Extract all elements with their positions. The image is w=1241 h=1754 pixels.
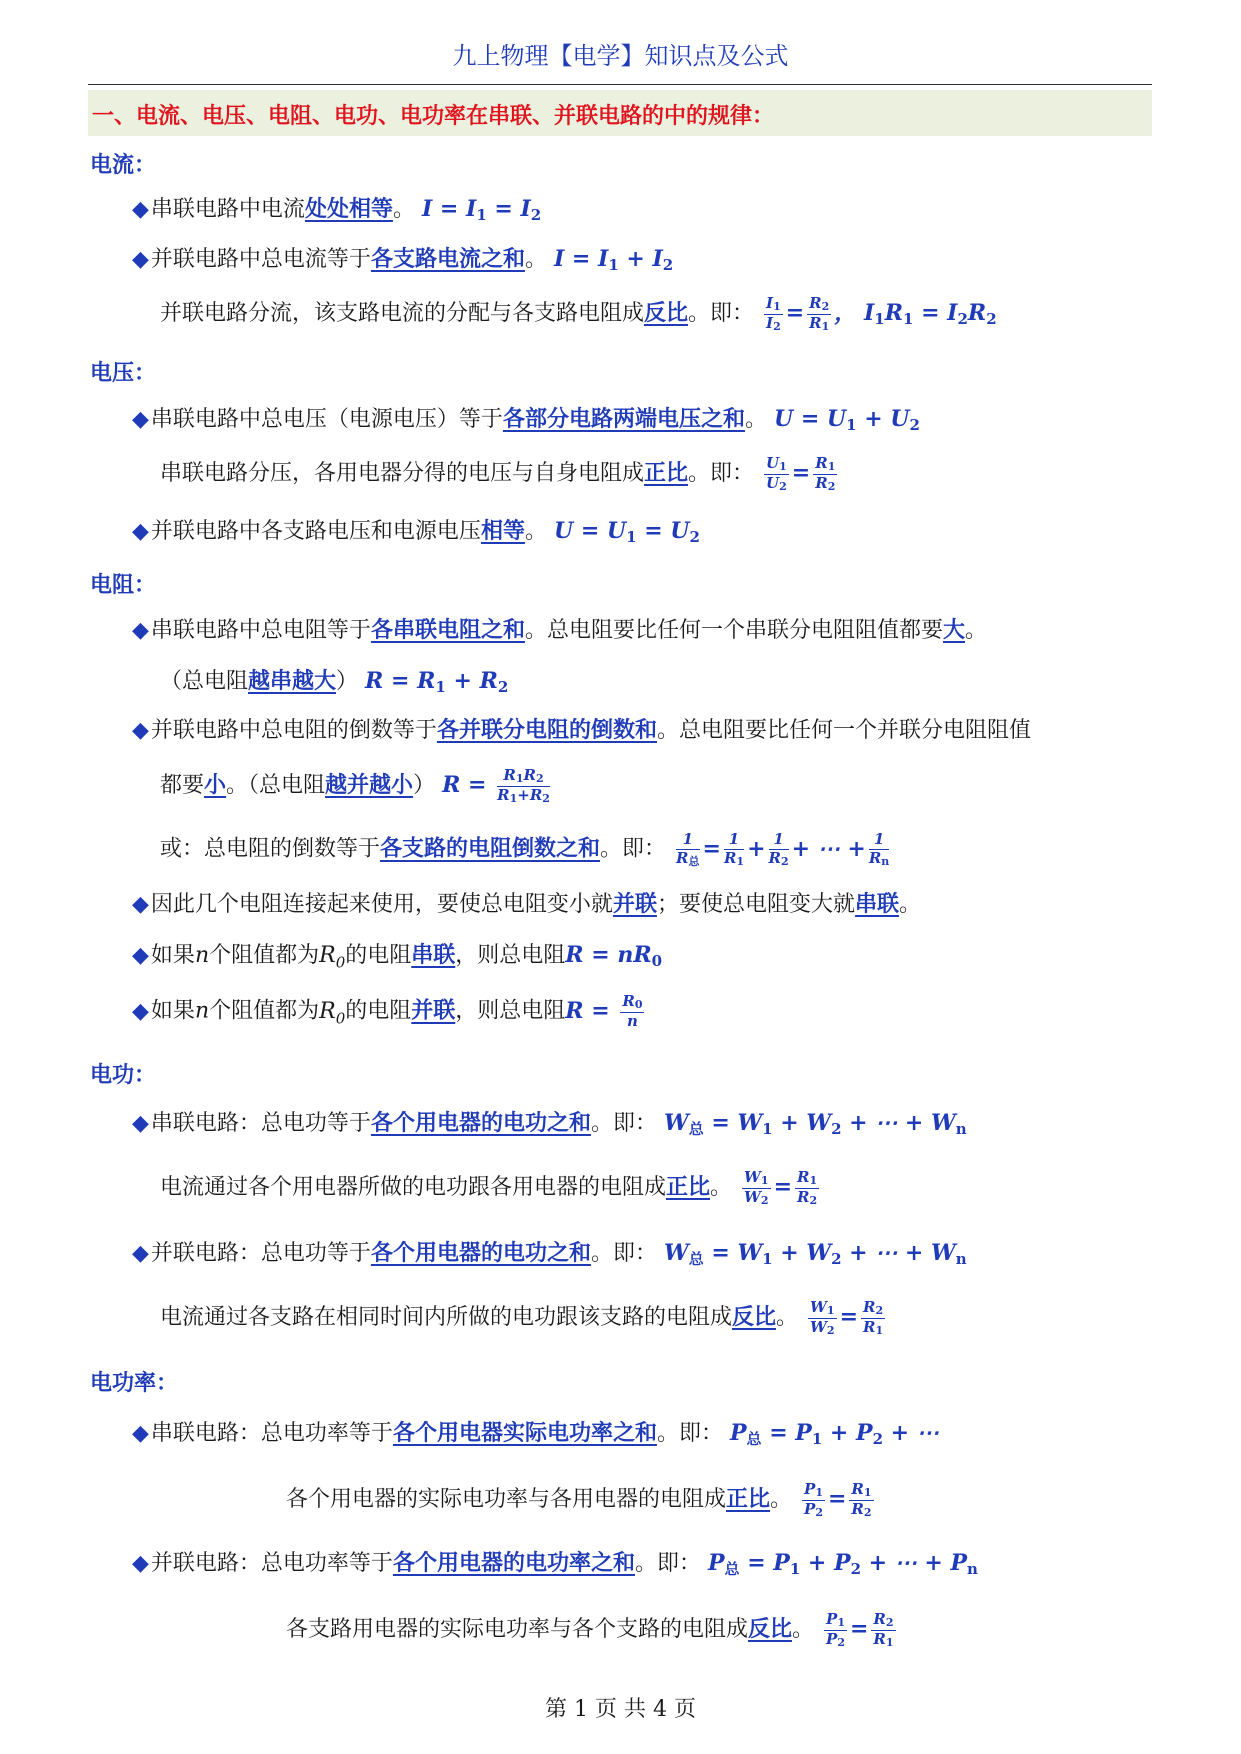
formula: R = $\frac{R_0}{n}$ bbox=[565, 992, 643, 1030]
section-banner bbox=[88, 90, 1152, 136]
formula: $\frac{W_1}{W_2}$ = $\frac{R_2}{R_1}$ bbox=[810, 1298, 884, 1337]
power-line-2: 各个用电器的实际电功率与各用电器的电阻成正比。 $\frac{P_1}{P_2}$ = $\frac{R_1}{R_2}$ bbox=[286, 1482, 877, 1518]
diamond-bullet-icon: ◆ bbox=[132, 998, 149, 1024]
heading-current: 电流： bbox=[90, 153, 157, 178]
diamond-bullet-icon: ◆ bbox=[132, 1421, 149, 1446]
diamond-bullet-icon: ◆ bbox=[132, 618, 149, 643]
resistance-line-2: （总电阻越串越大） $R = R_1 + R_2$ bbox=[160, 668, 509, 696]
diamond-bullet-icon: ◆ bbox=[132, 519, 149, 544]
formula: R = $\frac{R_1R_2}{R_1+R_2}$ bbox=[442, 766, 550, 805]
header-divider bbox=[88, 84, 1152, 85]
page-footer: 第 1 页 共 4 页 bbox=[545, 1697, 696, 1722]
formula: $\frac{P_1}{P_2}$ = $\frac{R_1}{R_2}$ bbox=[804, 1480, 872, 1519]
power-line-1: ◆串联电路：总电功率等于各个用电器实际电功率之和。即： $P_总 = P_1 + P_2$ + ⋯ bbox=[132, 1420, 939, 1448]
formula: $R = R_1 + R_2$ bbox=[365, 668, 509, 696]
work-line-1: ◆串联电路：总电功等于各个用电器的电功之和。即： $W_总 = W_1 + W_2$ + ⋯ + $W_n$ bbox=[132, 1110, 967, 1138]
section-title: 一、电流、电压、电阻、电功、电功率在串联、并联电路的中的规律： bbox=[92, 104, 775, 129]
formula: $\frac{1}{R_总}$ = $\frac{1}{R_1}$ + $\frac{1}{R_2}$ + ⋯ + $\frac{1}{R_n}$ bbox=[676, 830, 890, 868]
heading-power: 电功率： bbox=[90, 1371, 179, 1396]
resistance-line-1: ◆串联电路中总电阻等于各串联电阻之和。总电阻要比任何一个串联分电阻阻值都要大。 bbox=[132, 618, 987, 643]
current-line-1: ◆串联电路中电流处处相等。 $I = I_1 = I_2$ bbox=[132, 196, 542, 224]
power-line-4: 各支路用电器的实际电功率与各个支路的电阻成反比。 $\frac{P_1}{P_2}$ = $\frac{R_2}{R_1}$ bbox=[286, 1612, 899, 1648]
power-line-3: ◆并联电路：总电功率等于各个用电器的电功率之和。即： $P_总 = P_1 + P_2$ + ⋯ + $P_n$ bbox=[132, 1550, 978, 1578]
voltage-line-3: ◆并联电路中各支路电压和电源电压相等。 $U = U_1 = U_2$ bbox=[132, 518, 700, 546]
diamond-bullet-icon: ◆ bbox=[132, 247, 149, 272]
diamond-bullet-icon: ◆ bbox=[132, 407, 149, 432]
voltage-line-1: ◆串联电路中总电压（电源电压）等于各部分电路两端电压之和。 $U = U_1 + U_2$ bbox=[132, 406, 920, 434]
formula: $\frac{U_1}{U_2}$ = $\frac{R_1}{R_2}$ bbox=[766, 454, 836, 493]
diamond-bullet-icon: ◆ bbox=[132, 1551, 149, 1576]
diamond-bullet-icon: ◆ bbox=[132, 1111, 149, 1136]
page-title: 九上物理【电学】知识点及公式 bbox=[452, 42, 789, 70]
heading-voltage: 电压： bbox=[90, 361, 157, 386]
formula: $\frac{I_1}{I_2}$ = $\frac{R_2}{R_1}$ ， $I_1R_1 = I_2R_2$ bbox=[766, 294, 997, 333]
formula: $P_总 = P_1 + P_2$ + ⋯ bbox=[729, 1420, 939, 1448]
formula: $R = nR_0$ bbox=[565, 942, 663, 970]
resistance-line-6: ◆因此几个电阻连接起来使用，要使总电阻变小就并联；要使总电阻变大就串联。 bbox=[132, 892, 921, 917]
current-line-2: ◆并联电路中总电流等于各支路电流之和。 $I = I_1 + I_2$ bbox=[132, 246, 674, 274]
work-line-4: 电流通过各支路在相同时间内所做的电功跟该支路的电阻成反比。 $\frac{W_1}{W_2}$ = $\frac{R_2}{R_1}$ bbox=[160, 1300, 888, 1336]
formula: $I = I_1 + I_2$ bbox=[553, 246, 674, 274]
formula: $I = I_1 = I_2$ bbox=[421, 196, 542, 224]
formula: $W_总 = W_1 + W_2$ + ⋯ + $W_n$ bbox=[663, 1240, 967, 1268]
voltage-line-2: 串联电路分压，各用电器分得的电压与自身电阻成正比。即： $\frac{U_1}{U_2}$ = $\frac{R_1}{R_2}$ bbox=[160, 456, 840, 492]
work-line-2: 电流通过各个用电器所做的电功跟各用电器的电阻成正比。 $\frac{W_1}{W_2}$ = $\frac{R_1}{R_2}$ bbox=[160, 1170, 822, 1206]
formula: $\frac{W_1}{W_2}$ = $\frac{R_1}{R_2}$ bbox=[744, 1168, 818, 1207]
diamond-bullet-icon: ◆ bbox=[132, 892, 149, 917]
formula: $\frac{P_1}{P_2}$ = $\frac{R_2}{R_1}$ bbox=[826, 1610, 894, 1649]
resistance-line-8: ◆如果n个阻值都为$R_0$的电阻并联，则总电阻R = $\frac{R_0}{n}$ bbox=[132, 994, 647, 1029]
formula: $U = U_1 = U_2$ bbox=[553, 518, 700, 546]
heading-resistance: 电阻： bbox=[90, 573, 157, 598]
work-line-3: ◆并联电路：总电功等于各个用电器的电功之和。即： $W_总 = W_1 + W_2$ + ⋯ + $W_n$ bbox=[132, 1240, 967, 1268]
diamond-bullet-icon: ◆ bbox=[132, 718, 149, 743]
formula: $W_总 = W_1 + W_2$ + ⋯ + $W_n$ bbox=[663, 1110, 967, 1138]
current-line-3: 并联电路分流，该支路电流的分配与各支路电阻成反比。即： $\frac{I_1}{I_2}$ = $\frac{R_2}{R_1}$ ， $I_1R_1 = I_2R_2$ bbox=[160, 294, 997, 333]
resistance-line-4: 都要小。（总电阻越并越小） R = $\frac{R_1R_2}{R_1+R_2}$ bbox=[160, 768, 553, 804]
formula: $U = U_1 + U_2$ bbox=[773, 406, 920, 434]
formula: $P_总 = P_1 + P_2$ + ⋯ + $P_n$ bbox=[707, 1550, 978, 1578]
resistance-line-5: 或：总电阻的倒数等于各支路的电阻倒数之和。即： $\frac{1}{R_总}$ = $\frac{1}{R_1}$ + $\frac{1}{R_2}$ + ⋯ + $\frac{1}{R_n}$ bbox=[160, 832, 892, 867]
heading-work: 电功： bbox=[90, 1063, 157, 1088]
resistance-line-3: ◆并联电路中总电阻的倒数等于各并联分电阻的倒数和。总电阻要比任何一个并联分电阻阻值 bbox=[132, 718, 1031, 743]
diamond-bullet-icon: ◆ bbox=[132, 1241, 149, 1266]
diamond-bullet-icon: ◆ bbox=[132, 943, 149, 968]
resistance-line-7: ◆如果n个阻值都为$R_0$的电阻串联，则总电阻$R = nR_0$ bbox=[132, 942, 663, 972]
diamond-bullet-icon: ◆ bbox=[132, 197, 149, 222]
